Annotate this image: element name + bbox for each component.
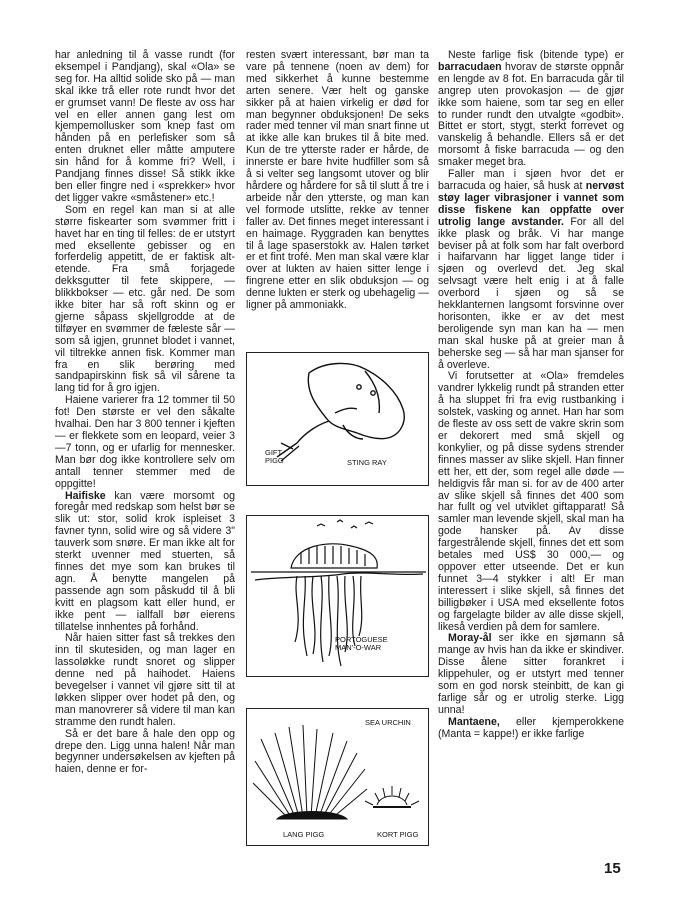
sea-urchin-drawing [247, 709, 430, 847]
paragraph [438, 633, 624, 716]
paragraph-text: ser ikke en sjømann så mange av hvis han da ikke er skindiver. Disse ålene sitter forankret i klippehuler, og er utstyrt med tenner som en god norsk steinbitt, de kan gi farlige sår og er utrolig sterke. Ligg unna! [438, 632, 624, 716]
bold-term: Mantaene, [448, 715, 500, 728]
fig-label-sting-ray: STING RAY [347, 458, 387, 467]
paragraph [438, 50, 624, 169]
man-o-war-illustration [246, 515, 429, 677]
fig-label-kort-pigg: KORT PIGG [377, 830, 419, 839]
paragraph: Så er det bare å hale den opp og drepe den. Ligg unna halen! Når man begynner undersøkelsen av kjeften på haien, denne er for- [55, 727, 235, 776]
bold-term: Moray-ål [448, 632, 492, 645]
paragraph-text: For all del ikke plask og bråk. Vi har mange beviser på at folk som har falt overbord i haifarvann har ligget lange tider i sjøen og overlevd det. Jeg skal selvsagt være helt enig i at å falle overbord i sjøen og så se hekklanternen langsomt forsvinne over horisonten, ikke er av det mest beroligende syn man kan ha — men man skal huske på at greier man å beherske seg — så har man sjanser for å overleve. [438, 215, 624, 371]
paragraph: Haiene varierer fra 12 tommer til 50 fot! Den største er vel den såkalte hvalhai. Den har 3 800 tenner i kjeften — er flekkete som en leopard, veier 3—7 tonn, og er ufarlig for mennesker. Man bør dog ikke kontrollere selv om antall tenner stemmer med de oppgitte! [55, 394, 235, 490]
paragraph [438, 169, 624, 371]
fig-label-portuguese-man-o-war: PORTOGUESE MAN'-O-WAR [335, 635, 388, 652]
fig-label-sea-urchin: SEA URCHIN [365, 718, 411, 727]
fig-label-gift-pigg: GIFT PIGG [265, 448, 284, 465]
man-o-war-drawing [247, 516, 430, 678]
paragraph [55, 491, 235, 634]
fig-label-lang-pigg: LANG PIGG [283, 830, 325, 839]
paragraph: har anledning til å vasse rundt (for eksempel i Pandjang), skal «Ola» se seg for. Ha alltid solide sko på — man skal ikke trå eller rote rundt hvor det er grumset vann! De fleste av oss har vel en eller annen gang lest om kjempemollusker som knep fast om hånden på en perlefisker som så enten druknet eller måtte amputere sin hånd for å komme fri? Well, i Pandjang finnes disse! Så stikk ikke ben eller fingre ned i «sprekker» hvor det ligger vakre «småstener» etc.! [55, 49, 235, 204]
paragraph [438, 717, 624, 741]
page-number: 15 [604, 860, 621, 877]
sea-urchin-illustration [246, 708, 429, 846]
paragraph-text: kan være morsomt og foregår med redskap som helst bør se slik ut: stor, solid krok ispleiset 3 favner tynn, solid wire og så videre 3" tauverk som snøre. Er man ikke alt for sterkt uvenner med stuerten, så finnes det mye som kan brukes til agn. Å benytte mangelen på passende agn som påskudd til å bli kvitt en plagsom katt eller hund, er ikke pent — iallfall bør eierens tillatelse innhentes på forhånd. [55, 489, 235, 633]
paragraph-text: Neste farlige fisk (bitende type) er [448, 49, 624, 61]
bold-term: barracudaen [438, 60, 502, 73]
paragraph: Som en regel kan man si at alle større fiskearter som svømmer fritt i havet har en ting til felles: de er utstyrt med eksellente gebisser og en forferdelig appetitt, de er faktisk alt-etende. Fra små forjagede dekksgutter til fete skippere, — blikkbokser — etc. går ned. De som ikke biter har så roft skinn og er gjerne såpass skjellgrodde at de tilføyer en svømmer de fæleste sår — som så igjen, grunnet blodet i vannet, vil tiltrekke annen fisk. Kommer man fra en slik berøring med sandpapirskinn fisk så vil sårene ta lang tid for å gro igjen. [55, 203, 235, 395]
sting-ray-illustration [246, 352, 429, 486]
text-column-middle [246, 50, 429, 312]
paragraph-text: Faller man i sjøen hvor det er barracuda og haier, så husk at [438, 168, 624, 192]
text-column-left [55, 50, 235, 776]
paragraph: Vi forutsetter at «Ola» fremdeles vandrer lykkelig rundt på stranden etter å ha sluppet fri fra evig rustbanking i solstek, vasking og annet. Han har som de fleste av oss sett de vakre skrin som er dekorert med små skjell og konkylier, og på disse sydens strender finnes masser av slike skjell. Han finner ett her, ett der, som regel alle døde — heldigvis får man si. for av de 400 arter av slike skjell så finnes det 400 som har fullt og vel utviklet giftapparat! Så samler man levende skjell, skal man ha gode hansker på. Av disse fargestrålende skjell, finnes det ett som betales med US$ 30 000,— og oppover etter utseende. Det er kun funnet 3—4 stykker i alt! Er man interessert i slike skjell, så finnes det billigbøker i USA med eksellente fotos og fargelagte bilder av alle disse skjell, likeså verdien på dem for samlere. [438, 370, 624, 633]
bold-term: Haifiske [65, 489, 106, 502]
paragraph-text: eller kjemperokkene (Manta = kappe!) er ikke farlige [438, 715, 624, 740]
bold-warning: nervøst støy lager vibrasjoner i vannet som disse fiskene kan oppfatte over utrolig lange avstander. [438, 179, 624, 228]
paragraph: Når haien sitter fast så trekkes den inn til skutesiden, og man lager en lassoløkke rundt snoret og slipper denne ned på haihodet. Haiens bevegelser i vannet vil gjøre sitt til at løkken slipper over hodet på den, og man manovrerer så videre til man kan stramme den rundt halen. [55, 632, 235, 728]
paragraph-text: hvorav de største oppnår en lengde av 8 fot. En barracuda går til angrep uten provokasjon — de gjør ikke som haiene, som tar seg en eller to runder rundt den utvalgte «godbit». Bittet er stort, stygt, sterkt forrevet og vanskelig å behandle. Ellers så er det morsomt å fiske barracuda — og den smaker meget bra. [438, 60, 624, 169]
paragraph: resten svært interessant, bør man ta vare på tennene (noen av dem) for med sikkerhet å kunne bestemme arten senere. Vær helt og ganske sikker på at haien virkelig er død for man begynner obduksjonen! De seks rader med tenner vil man snart finne ut at ikke alle kan brukes til å bite med. Kun de tre ytterste rader er hårde, de innerste er bare hvite hudfiller som så å si velter seg langsomt utover og blir hårdere og hårdere for så til slutt å tre i arbeide når den ytterste, og man kan vel formode utslitte, rekke av tenner faller av. Det finnes meget interessant i en haimage. Ryggraden kan benyttes til å lage spaserstokk av. Halen tørket er et fint trofé. Men man skal være klar over at lukten av haien sitter lenge i fingrene etter en slik obduksjon — og denne lukten er sterk og ubehagelig — ligner på ammoniakk. [246, 49, 429, 312]
text-column-right [438, 50, 624, 741]
sting-ray-drawing [247, 353, 430, 487]
